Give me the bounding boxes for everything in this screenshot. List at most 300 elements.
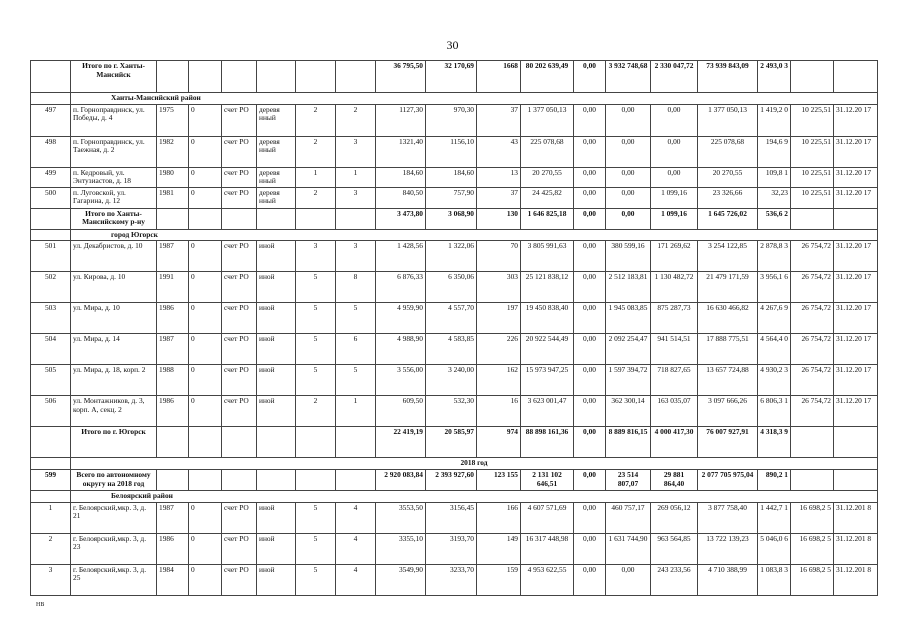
table-cell: 1156,10 <box>426 136 477 167</box>
table-cell: п. Кедровый, ул. Энтузиастов, д. 18 <box>71 167 157 187</box>
table-cell: 16 317 448,98 <box>521 533 574 564</box>
table-cell: счет РО <box>222 136 257 167</box>
table-cell: 31.12.20 17 <box>834 136 878 167</box>
table-cell <box>336 469 376 490</box>
table-cell: 0,00 <box>574 272 606 303</box>
table-cell: 16 630 466,82 <box>698 303 758 334</box>
table-cell: 4 557,70 <box>426 303 477 334</box>
table-cell <box>296 208 336 229</box>
table-cell: 6 <box>336 334 376 365</box>
table-cell: 609,50 <box>376 396 426 427</box>
table-cell: 0,00 <box>574 61 606 93</box>
table-cell: 1987 <box>157 241 189 272</box>
table-cell: 226 <box>477 334 521 365</box>
table-cell: 536,6 2 <box>758 208 791 229</box>
table-cell: 3233,70 <box>426 564 477 595</box>
table-cell: 31.12.20 17 <box>834 396 878 427</box>
table-cell: 149 <box>477 533 521 564</box>
table-cell: 2 <box>296 187 336 208</box>
table-cell: 1 419,2 0 <box>758 104 791 136</box>
table-cell <box>157 61 189 93</box>
table-cell: 941 514,51 <box>651 334 698 365</box>
table-cell: 505 <box>31 365 71 396</box>
table-cell: 4 930,2 3 <box>758 365 791 396</box>
table-cell: 497 <box>31 104 71 136</box>
table-cell <box>222 61 257 93</box>
table-cell <box>296 469 336 490</box>
table-cell: счет РО <box>222 167 257 187</box>
table-cell: 4 <box>336 533 376 564</box>
table-row <box>31 272 878 303</box>
table-cell: иной <box>257 396 296 427</box>
table-cell: 166 <box>477 502 521 533</box>
table-cell: 0 <box>189 136 222 167</box>
district-heading-row <box>31 93 878 105</box>
table-cell: 2 <box>296 136 336 167</box>
table-cell: 184,60 <box>376 167 426 187</box>
table-cell <box>189 208 222 229</box>
table-cell: 0,00 <box>574 564 606 595</box>
table-cell: 1 428,56 <box>376 241 426 272</box>
table-cell <box>31 229 71 241</box>
table-cell: 3193,70 <box>426 533 477 564</box>
table-cell: 500 <box>31 187 71 208</box>
table-cell: 3549,90 <box>376 564 426 595</box>
table-cell: 0 <box>189 365 222 396</box>
table-cell: 15 973 947,25 <box>521 365 574 396</box>
table-cell: 2 <box>296 396 336 427</box>
table-cell: 1 <box>31 502 71 533</box>
table-cell <box>31 208 71 229</box>
table-cell <box>31 427 71 458</box>
table-cell: 3 956,1 6 <box>758 272 791 303</box>
table-cell <box>157 427 189 458</box>
table-cell: 3355,10 <box>376 533 426 564</box>
table-cell: 0 <box>189 396 222 427</box>
table-cell: 24 425,82 <box>521 187 574 208</box>
table-cell: 13 722 139,23 <box>698 533 758 564</box>
table-cell: счет РО <box>222 533 257 564</box>
table-cell: 3 097 666,26 <box>698 396 758 427</box>
table-cell: 3 473,80 <box>376 208 426 229</box>
table-cell: 2 512 183,81 <box>606 272 651 303</box>
table-cell: 31.12.20 17 <box>834 104 878 136</box>
table-cell <box>296 427 336 458</box>
table-cell: 13 657 724,88 <box>698 365 758 396</box>
table-cell: 10 225,51 <box>791 187 834 208</box>
table-cell <box>257 61 296 93</box>
table-cell: 0 <box>189 167 222 187</box>
table-cell: 2 393 927,60 <box>426 469 477 490</box>
table-cell: 1986 <box>157 303 189 334</box>
table-cell: 2 330 047,72 <box>651 61 698 93</box>
table-cell: 2 <box>296 104 336 136</box>
table-cell: 10 225,51 <box>791 136 834 167</box>
table-cell: деревя нный <box>257 167 296 187</box>
table-cell <box>189 427 222 458</box>
table-cell: 31.12.20 17 <box>834 167 878 187</box>
district-heading: Ханты-Мансийский район <box>71 93 878 105</box>
table-cell: 599 <box>31 469 71 490</box>
table-cell <box>189 61 222 93</box>
table-cell <box>834 469 878 490</box>
table-cell: 0,00 <box>606 187 651 208</box>
table-cell: 0,00 <box>574 502 606 533</box>
table-cell: 6 876,33 <box>376 272 426 303</box>
table-cell: ул. Монтажников, д. 3, корп. А, секц. 2 <box>71 396 157 427</box>
table-cell: 4 000 417,30 <box>651 427 698 458</box>
total-row <box>31 427 878 458</box>
table-cell: 3 932 748,68 <box>606 61 651 93</box>
table-cell: 0 <box>189 241 222 272</box>
table-row <box>31 533 878 564</box>
table-cell: 1 597 394,72 <box>606 365 651 396</box>
table-cell: 32,23 <box>758 187 791 208</box>
table-cell: 890,2 1 <box>758 469 791 490</box>
table-cell: 974 <box>477 427 521 458</box>
table-cell: 184,60 <box>426 167 477 187</box>
table-cell: 1981 <box>157 187 189 208</box>
district-heading-row <box>31 229 878 241</box>
table-cell: счет РО <box>222 365 257 396</box>
table-cell: 31.12.20 17 <box>834 365 878 396</box>
table-cell: 963 564,85 <box>651 533 698 564</box>
table-cell: 13 <box>477 167 521 187</box>
table-cell <box>31 458 71 470</box>
table-cell: 194,6 9 <box>758 136 791 167</box>
table-cell: 0,00 <box>651 136 698 167</box>
table-row <box>31 104 878 136</box>
table-cell: 80 202 639,49 <box>521 61 574 93</box>
table-cell: 3 623 001,47 <box>521 396 574 427</box>
table-cell <box>791 61 834 93</box>
table-cell: 1982 <box>157 136 189 167</box>
table-cell: 0,00 <box>574 303 606 334</box>
table-cell: 21 479 171,59 <box>698 272 758 303</box>
table-cell <box>157 469 189 490</box>
table-cell: 243 233,56 <box>651 564 698 595</box>
table-cell: 8 889 816,15 <box>606 427 651 458</box>
table-cell: 16 698,2 5 <box>791 564 834 595</box>
table-cell: 31.12.201 8 <box>834 502 878 533</box>
table-cell <box>791 469 834 490</box>
table-cell: Итого по г. Югорск <box>71 427 157 458</box>
table-cell: 20 922 544,49 <box>521 334 574 365</box>
table-cell: 1986 <box>157 533 189 564</box>
table-cell: 32 170,69 <box>426 61 477 93</box>
table-cell: 5 <box>296 564 336 595</box>
table-cell: 0,00 <box>574 469 606 490</box>
table-cell: счет РО <box>222 272 257 303</box>
table-cell: 0,00 <box>574 167 606 187</box>
table-row <box>31 564 878 595</box>
table-cell: 5 <box>296 365 336 396</box>
table-cell: ул. Мира, д. 18, корп. 2 <box>71 365 157 396</box>
total-row <box>31 208 878 229</box>
table-cell: 8 <box>336 272 376 303</box>
table-cell: 3156,45 <box>426 502 477 533</box>
table-cell: 5 <box>336 303 376 334</box>
table-row <box>31 136 878 167</box>
table-cell: 171 269,62 <box>651 241 698 272</box>
table-cell: 3 877 758,40 <box>698 502 758 533</box>
table-cell: 501 <box>31 241 71 272</box>
table-cell: 1986 <box>157 396 189 427</box>
table-cell: 506 <box>31 396 71 427</box>
table-cell <box>834 208 878 229</box>
table-cell: 29 881 864,40 <box>651 469 698 490</box>
table-cell: 460 757,17 <box>606 502 651 533</box>
table-row <box>31 241 878 272</box>
table-cell: 4 988,90 <box>376 334 426 365</box>
table-cell: Всего по автономному округу на 2018 год <box>71 469 157 490</box>
table-cell: 23 514 807,07 <box>606 469 651 490</box>
table-cell: 163 035,07 <box>651 396 698 427</box>
table-cell: 0,00 <box>651 104 698 136</box>
table-cell: 31.12.20 17 <box>834 187 878 208</box>
table-cell: 0,00 <box>574 427 606 458</box>
table-cell: 0 <box>189 303 222 334</box>
table-cell: 4 953 622,55 <box>521 564 574 595</box>
table-cell: счет РО <box>222 187 257 208</box>
table-cell: 0,00 <box>574 241 606 272</box>
table-cell: счет РО <box>222 104 257 136</box>
table-cell: 4 710 388,99 <box>698 564 758 595</box>
table-cell <box>222 208 257 229</box>
table-cell: иной <box>257 272 296 303</box>
table-cell: 718 827,65 <box>651 365 698 396</box>
table-cell: ул. Кирова, д. 10 <box>71 272 157 303</box>
table-cell: 25 121 838,12 <box>521 272 574 303</box>
table-cell: 159 <box>477 564 521 595</box>
table-cell: 1 130 482,72 <box>651 272 698 303</box>
table-cell: 70 <box>477 241 521 272</box>
year-heading-row <box>31 458 878 470</box>
table-cell: 26 754,72 <box>791 241 834 272</box>
table-cell: 162 <box>477 365 521 396</box>
table-cell: 1988 <box>157 365 189 396</box>
table-cell: 3 254 122,85 <box>698 241 758 272</box>
table-cell: 4 <box>336 564 376 595</box>
table-cell: п. Горноправдинск, ул. Таежная, д. 2 <box>71 136 157 167</box>
table-row <box>31 365 878 396</box>
table-cell: 1 083,8 3 <box>758 564 791 595</box>
table-body <box>31 61 878 596</box>
table-cell: 0,00 <box>606 167 651 187</box>
footer-mark: НВ <box>36 602 45 608</box>
table-cell: 20 270,55 <box>698 167 758 187</box>
table-cell <box>336 61 376 93</box>
table-cell: 1 099,16 <box>651 208 698 229</box>
table-cell: 380 599,16 <box>606 241 651 272</box>
table-cell: 5 <box>296 502 336 533</box>
table-cell: 1991 <box>157 272 189 303</box>
table-cell: 0,00 <box>606 136 651 167</box>
table-cell: 1 442,7 1 <box>758 502 791 533</box>
table-cell: 0 <box>189 533 222 564</box>
table-cell <box>222 469 257 490</box>
table-cell: 88 898 161,36 <box>521 427 574 458</box>
table-row <box>31 303 878 334</box>
table-cell: 1 377 050,13 <box>521 104 574 136</box>
table-cell: 1 <box>296 167 336 187</box>
table-cell: иной <box>257 365 296 396</box>
table-cell: 10 225,51 <box>791 167 834 187</box>
table-cell: 4 607 571,69 <box>521 502 574 533</box>
table-cell: 970,30 <box>426 104 477 136</box>
table-cell: иной <box>257 502 296 533</box>
total-row <box>31 469 878 490</box>
table-cell: 123 155 <box>477 469 521 490</box>
table-cell: 1987 <box>157 502 189 533</box>
table-cell: 0,00 <box>574 533 606 564</box>
table-cell: 109,8 1 <box>758 167 791 187</box>
table-cell: 73 939 843,09 <box>698 61 758 93</box>
table-cell: 0,00 <box>574 136 606 167</box>
table-cell <box>791 208 834 229</box>
table-cell: 1980 <box>157 167 189 187</box>
table-cell: 37 <box>477 104 521 136</box>
table-cell: 1 945 083,85 <box>606 303 651 334</box>
table-cell: счет РО <box>222 396 257 427</box>
table-cell: 31.12.201 8 <box>834 564 878 595</box>
table-cell <box>791 427 834 458</box>
table-cell: 17 888 775,51 <box>698 334 758 365</box>
table-cell: счет РО <box>222 564 257 595</box>
table-cell: 498 <box>31 136 71 167</box>
table-cell: 4 <box>336 502 376 533</box>
table-cell: 1984 <box>157 564 189 595</box>
table-cell: 31.12.20 17 <box>834 272 878 303</box>
table-cell: счет РО <box>222 241 257 272</box>
table-cell: 31.12.201 8 <box>834 533 878 564</box>
table-cell: 499 <box>31 167 71 187</box>
table-cell: Итого по г. Ханты-Мансийск <box>71 61 157 93</box>
table-cell: 225 078,68 <box>521 136 574 167</box>
table-cell: 26 754,72 <box>791 396 834 427</box>
table-cell: иной <box>257 533 296 564</box>
table-cell: 20 585,97 <box>426 427 477 458</box>
table-cell <box>31 490 71 502</box>
table-cell: 3 240,00 <box>426 365 477 396</box>
table-cell: 0,00 <box>574 104 606 136</box>
table-cell: 2 878,8 3 <box>758 241 791 272</box>
table-cell: 4 564,4 0 <box>758 334 791 365</box>
table-cell: 1987 <box>157 334 189 365</box>
table-cell: 2 <box>336 104 376 136</box>
table-cell: 2 131 102 646,51 <box>521 469 574 490</box>
table-cell: 0 <box>189 334 222 365</box>
table-cell: 0,00 <box>606 104 651 136</box>
table-cell: 2 920 083,84 <box>376 469 426 490</box>
table-cell: 22 419,19 <box>376 427 426 458</box>
table-cell <box>257 427 296 458</box>
table-cell: 504 <box>31 334 71 365</box>
table-cell: 3 <box>296 241 336 272</box>
table-cell: 130 <box>477 208 521 229</box>
table-cell: деревя нный <box>257 104 296 136</box>
table-cell: 0 <box>189 104 222 136</box>
table-cell: 757,90 <box>426 187 477 208</box>
table-cell: 1 377 050,13 <box>698 104 758 136</box>
table-cell: 5 <box>336 365 376 396</box>
district-heading: Белоярский район <box>71 490 878 502</box>
table-cell: иной <box>257 334 296 365</box>
table-cell: 36 795,50 <box>376 61 426 93</box>
table-cell: 23 326,66 <box>698 187 758 208</box>
table-cell: 0,00 <box>574 365 606 396</box>
table-cell <box>336 427 376 458</box>
table-cell: 3 <box>336 241 376 272</box>
table-cell: ул. Мира, д. 14 <box>71 334 157 365</box>
table-cell: 37 <box>477 187 521 208</box>
table-cell <box>189 469 222 490</box>
table-row <box>31 502 878 533</box>
table-cell: 2 092 254,47 <box>606 334 651 365</box>
table-cell: 26 754,72 <box>791 303 834 334</box>
table-cell: 3 805 991,63 <box>521 241 574 272</box>
table-cell: 2 077 705 975,04 <box>698 469 758 490</box>
table-cell <box>31 61 71 93</box>
table-cell: 4 583,85 <box>426 334 477 365</box>
table-cell: иной <box>257 303 296 334</box>
table-cell: счет РО <box>222 502 257 533</box>
table-cell: 3 <box>336 187 376 208</box>
table-cell: 1 645 726,02 <box>698 208 758 229</box>
table-cell: 16 698,2 5 <box>791 533 834 564</box>
table-cell: 20 270,55 <box>521 167 574 187</box>
table-cell: 10 225,51 <box>791 104 834 136</box>
table-cell: счет РО <box>222 303 257 334</box>
table-cell: 3 <box>31 564 71 595</box>
table-cell: ул. Декабристов, д. 10 <box>71 241 157 272</box>
table-cell: 5 <box>296 303 336 334</box>
table-cell <box>834 427 878 458</box>
table-cell: 1 <box>336 167 376 187</box>
table-cell: 16 <box>477 396 521 427</box>
table-cell: 4 267,6 9 <box>758 303 791 334</box>
table-cell: 0 <box>189 272 222 303</box>
table-cell: г. Белоярский,мкр. 3, д. 21 <box>71 502 157 533</box>
table-cell: 3 <box>336 136 376 167</box>
table-cell: 31.12.20 17 <box>834 334 878 365</box>
table-cell: 1321,40 <box>376 136 426 167</box>
table-cell: 0,00 <box>574 208 606 229</box>
table-cell: 6 350,06 <box>426 272 477 303</box>
table-cell <box>157 208 189 229</box>
table-cell: 4 959,90 <box>376 303 426 334</box>
table-cell: 1 646 825,18 <box>521 208 574 229</box>
table-cell: 0,00 <box>574 396 606 427</box>
table-cell: 362 300,14 <box>606 396 651 427</box>
table-cell: 1 322,06 <box>426 241 477 272</box>
table-cell: 26 754,72 <box>791 365 834 396</box>
table-cell: 3553,50 <box>376 502 426 533</box>
table-cell: 6 806,3 1 <box>758 396 791 427</box>
page-number: 30 <box>446 38 459 52</box>
table-cell: 31.12.20 17 <box>834 303 878 334</box>
table-cell: 225 078,68 <box>698 136 758 167</box>
table-cell: 532,30 <box>426 396 477 427</box>
table-cell: 0,00 <box>606 564 651 595</box>
table-cell: 1 631 744,90 <box>606 533 651 564</box>
table-cell: 3 556,00 <box>376 365 426 396</box>
table-cell: 840,50 <box>376 187 426 208</box>
table-row <box>31 187 878 208</box>
housing-register-table <box>30 60 878 596</box>
table-cell: п. Горноправдинск, ул. Победы, д. 4 <box>71 104 157 136</box>
table-cell: 503 <box>31 303 71 334</box>
